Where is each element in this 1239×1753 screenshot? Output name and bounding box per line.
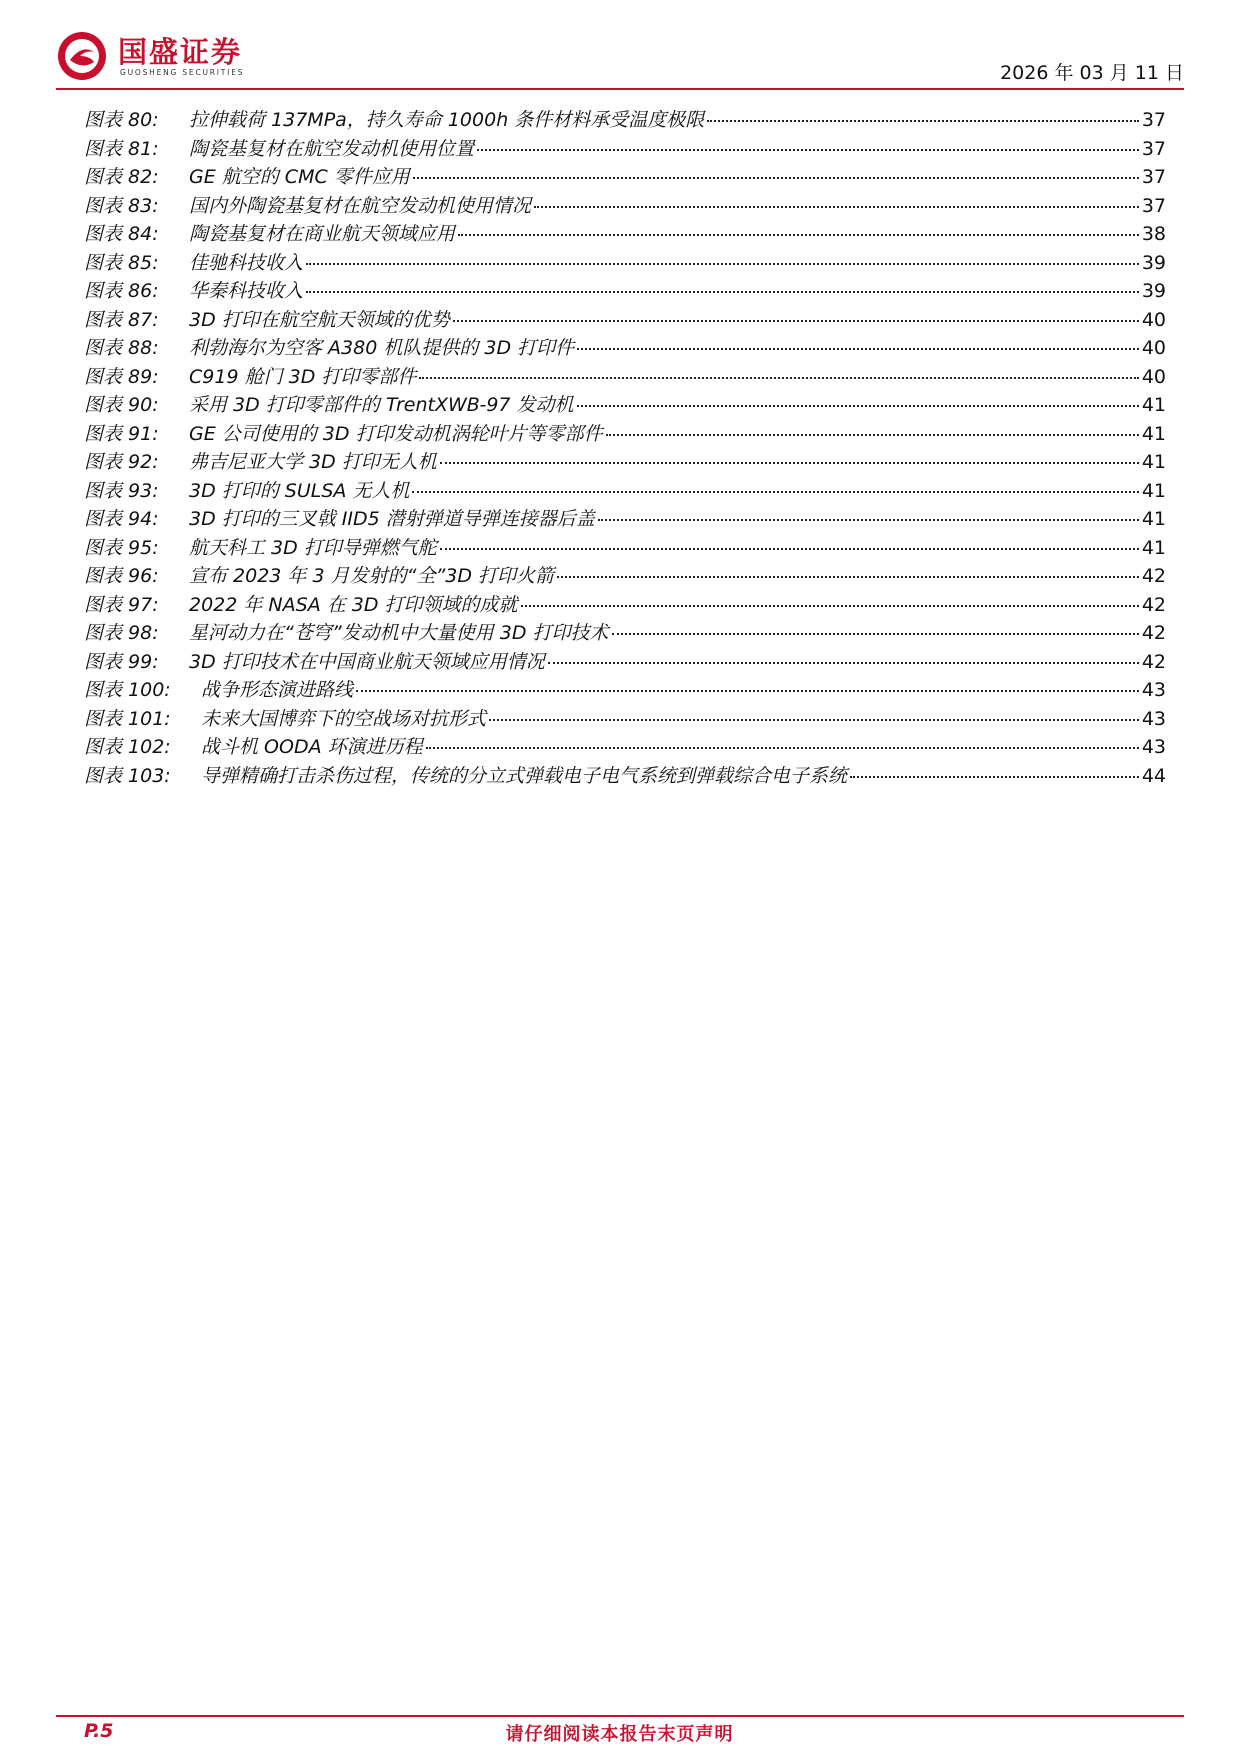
toc-dot-leader — [598, 519, 1139, 521]
toc-entry-page: 41 — [1141, 394, 1166, 416]
toc-entry-label: 图表 80: — [84, 109, 159, 131]
toc-entry-label: 图表 89: — [84, 365, 159, 388]
logo-chinese-name: 国盛证券 — [118, 35, 243, 69]
toc-entry-label: 图表 87: — [84, 308, 159, 331]
toc-entry-title: 采用 3D 打印零部件的 TrentXWB-97 发动机 — [189, 394, 574, 416]
toc-entry-title: 未来大国博弈下的空战场对抗形式 — [201, 707, 487, 730]
toc-entry-label: 图表 88: — [84, 337, 159, 359]
toc-entry-label: 图表 92: — [84, 451, 159, 473]
toc-entry[interactable] — [84, 476, 1166, 505]
toc-entry[interactable] — [84, 561, 1166, 590]
toc-entry-page: 37 — [1141, 166, 1166, 188]
toc-entry[interactable] — [84, 390, 1166, 419]
toc-entry-title: 3D 打印的三叉戟 IID5 潜射弹道导弹连接器后盖 — [189, 508, 595, 530]
toc-dot-leader — [440, 462, 1139, 464]
toc-dot-leader — [577, 405, 1139, 407]
toc-entry-title: 3D 打印技术在中国商业航天领域应用情况 — [189, 650, 545, 673]
toc-entry-label: 图表 84: — [84, 223, 159, 245]
toc-dot-leader — [453, 320, 1139, 322]
toc-entry-label: 图表 100: — [84, 679, 171, 701]
toc-entry[interactable] — [84, 191, 1166, 220]
toc-entry-page: 40 — [1141, 308, 1166, 331]
toc-dot-leader — [306, 291, 1139, 293]
toc-entry-label: 图表 83: — [84, 194, 159, 217]
toc-entry[interactable] — [84, 675, 1166, 704]
toc-dot-leader — [306, 263, 1139, 265]
toc-dot-leader — [412, 491, 1138, 493]
toc-entry-label: 图表 81: — [84, 137, 159, 160]
toc-entry-label: 图表 101: — [84, 707, 171, 730]
toc-entry[interactable] — [84, 647, 1166, 676]
toc-entry-label: 图表 85: — [84, 251, 159, 274]
toc-entry[interactable] — [84, 761, 1166, 790]
toc-entry-page: 42 — [1141, 650, 1166, 673]
toc-dot-leader — [557, 576, 1139, 578]
toc-entry-title: 利勃海尔为空客 A380 机队提供的 3D 打印件 — [189, 337, 575, 359]
toc-entry-title: 导弹精确打击杀伤过程，传统的分立式弹载电子电气系统到弹载综合电子系统 — [201, 764, 848, 787]
toc-entry-title: GE 航空的 CMC 零件应用 — [189, 166, 410, 188]
toc-dot-leader — [577, 348, 1139, 350]
toc-entry-title: 华秦科技收入 — [189, 280, 304, 302]
toc-entry-label: 图表 103: — [84, 764, 171, 787]
footer-divider — [56, 1715, 1184, 1717]
toc-dot-leader — [534, 206, 1139, 208]
toc-entry[interactable] — [84, 105, 1166, 134]
toc-entry-page: 39 — [1141, 251, 1166, 274]
toc-entry-label: 图表 97: — [84, 593, 159, 616]
toc-entry-page: 42 — [1141, 593, 1166, 616]
toc-entry-page: 37 — [1141, 137, 1166, 160]
toc-entry-label: 图表 90: — [84, 394, 159, 416]
toc-entry-page: 43 — [1141, 736, 1166, 758]
toc-entry-label: 图表 82: — [84, 166, 159, 188]
toc-entry-page: 38 — [1141, 223, 1166, 245]
figure-list — [84, 105, 1166, 789]
toc-dot-leader — [413, 177, 1139, 179]
toc-entry-page: 43 — [1141, 679, 1166, 701]
toc-entry-title: 星河动力在“苍穹”发动机中大量使用 3D 打印技术 — [189, 622, 609, 644]
toc-entry-title: 国内外陶瓷基复材在航空发动机使用情况 — [189, 194, 532, 217]
toc-entry-page: 37 — [1141, 109, 1166, 131]
toc-dot-leader — [440, 548, 1139, 550]
toc-entry-label: 图表 98: — [84, 622, 159, 644]
toc-dot-leader — [521, 605, 1139, 607]
toc-entry-page: 41 — [1141, 422, 1166, 445]
toc-entry-page: 39 — [1141, 280, 1166, 302]
toc-entry-label: 图表 102: — [84, 736, 171, 758]
toc-entry[interactable] — [84, 362, 1166, 391]
toc-entry-page: 40 — [1141, 365, 1166, 388]
toc-entry-title: GE 公司使用的 3D 打印发动机涡轮叶片等零部件 — [189, 422, 603, 445]
toc-entry-title: 战斗机 OODA 环演进历程 — [201, 736, 423, 758]
toc-entry[interactable] — [84, 618, 1166, 647]
toc-entry-title: 3D 打印在航空航天领域的优势 — [189, 308, 450, 331]
toc-dot-leader — [707, 120, 1139, 122]
toc-entry[interactable] — [84, 248, 1166, 277]
page-number: P.5 — [84, 1720, 114, 1742]
toc-entry-title: 陶瓷基复材在航空发动机使用位置 — [189, 137, 475, 160]
toc-entry[interactable] — [84, 732, 1166, 761]
toc-entry[interactable] — [84, 504, 1166, 533]
toc-entry-title: 弗吉尼亚大学 3D 打印无人机 — [189, 451, 437, 473]
toc-entry-page: 42 — [1141, 622, 1166, 644]
toc-entry-title: 宣布 2023 年 3 月发射的“全”3D 打印火箭 — [189, 565, 555, 587]
toc-entry[interactable] — [84, 162, 1166, 191]
toc-entry-page: 41 — [1141, 479, 1166, 502]
toc-entry-title: 拉伸载荷 137MPa，持久寿命 1000h 条件材料承受温度极限 — [189, 109, 705, 131]
toc-dot-leader — [612, 633, 1139, 635]
toc-entry[interactable] — [84, 447, 1166, 476]
toc-entry[interactable] — [84, 333, 1166, 362]
toc-entry-page: 41 — [1141, 536, 1166, 559]
toc-entry-label: 图表 94: — [84, 508, 159, 530]
toc-dot-leader — [850, 776, 1139, 778]
toc-entry-title: C919 舱门 3D 打印零部件 — [189, 365, 417, 388]
toc-entry[interactable] — [84, 590, 1166, 619]
toc-entry-page: 40 — [1141, 337, 1166, 359]
toc-entry-page: 37 — [1141, 194, 1166, 217]
logo-english-name: GUOSHENG SECURITIES — [120, 68, 245, 77]
disclaimer-note: 请仔细阅读本报告末页声明 — [505, 1724, 734, 1745]
toc-entry-page: 43 — [1141, 707, 1166, 730]
toc-entry-title: 佳驰科技收入 — [189, 251, 304, 274]
toc-entry-label: 图表 99: — [84, 650, 159, 673]
toc-entry[interactable] — [84, 134, 1166, 163]
toc-entry-title: 陶瓷基复材在商业航天领域应用 — [189, 223, 456, 245]
toc-dot-leader — [489, 719, 1139, 721]
toc-dot-leader — [426, 747, 1139, 749]
toc-entry-label: 图表 86: — [84, 280, 159, 302]
toc-dot-leader — [356, 690, 1139, 692]
toc-dot-leader — [548, 662, 1139, 664]
toc-entry-page: 41 — [1141, 508, 1166, 530]
toc-entry-title: 战争形态演进路线 — [201, 679, 354, 701]
toc-dot-leader — [606, 434, 1139, 436]
toc-entry-label: 图表 96: — [84, 565, 159, 587]
toc-entry-page: 41 — [1141, 451, 1166, 473]
toc-dot-leader — [458, 234, 1139, 236]
toc-entry-label: 图表 93: — [84, 479, 159, 502]
toc-entry[interactable] — [84, 533, 1166, 562]
toc-entry-label: 图表 91: — [84, 422, 159, 445]
toc-entry[interactable] — [84, 219, 1166, 248]
toc-entry-label: 图表 95: — [84, 536, 159, 559]
toc-entry-page: 42 — [1141, 565, 1166, 587]
toc-entry-title: 2022 年 NASA 在 3D 打印领域的成就 — [189, 593, 518, 616]
toc-entry-title: 3D 打印的 SULSA 无人机 — [189, 479, 410, 502]
header-divider — [56, 88, 1184, 90]
page-header — [56, 28, 1184, 88]
toc-entry[interactable] — [84, 276, 1166, 305]
toc-entry-page: 44 — [1141, 764, 1166, 787]
toc-dot-leader — [477, 149, 1139, 151]
toc-entry[interactable] — [84, 704, 1166, 733]
toc-dot-leader — [419, 377, 1138, 379]
toc-entry[interactable] — [84, 305, 1166, 334]
toc-entry-title: 航天科工 3D 打印导弹燃气舵 — [189, 536, 437, 559]
logo-mark-icon — [56, 30, 108, 82]
report-date: 2026 年 03 月 11 日 — [1000, 62, 1184, 84]
toc-entry[interactable] — [84, 419, 1166, 448]
